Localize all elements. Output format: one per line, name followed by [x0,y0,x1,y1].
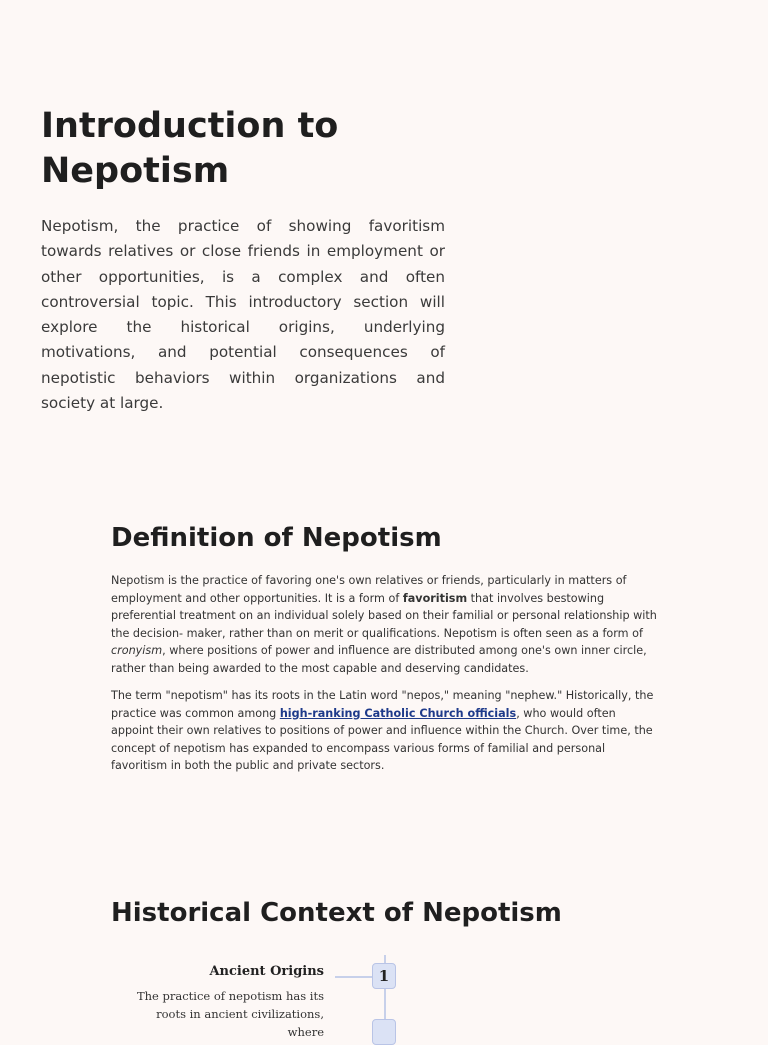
church-officials-link[interactable]: high-ranking Catholic Church officials [279,706,517,720]
timeline-node-2 [372,1019,396,1045]
definition-section [111,520,661,775]
intro-section [41,104,445,416]
definition-text: , where positions of power and influence are distributed among one's own inner circle, rather than being awarded to the most capable and deserving candidates. [111,644,647,675]
intro-body: Nepotism, the practice of showing favoritism towards relatives or close friends in employment or other opportunities, is a complex and often controversial topic. This introductory section will explore the historical origins, underlying motivations, and potential consequences of nepotistic behaviors within organizations and society at large. [41,217,445,413]
definition-text: The term "nepotism" has its roots in the Latin word "nepos," meaning "nephew." Historically, the practice was common among [111,689,654,720]
definition-text: , who would often appoint their own relatives to positions of power and influence within the Church. Over time, the concept of nepotism has expanded to encompass various forms of familial and personal favoritism in both the public and private sectors. [111,706,653,772]
intro-title: Introduction to Nepotism [41,106,339,191]
history-section [111,895,671,1039]
history-heading: Historical Context of Nepotism [111,898,562,928]
cronyism-term: cronyism [111,644,163,657]
definition-paragraph-1 [111,572,661,677]
timeline-connector [335,976,373,978]
timeline-item-title: Ancient Origins [209,964,324,979]
timeline-node-1: 1 [372,963,396,989]
timeline-item-text: The practice of nepotism has its roots in ancient civilizations, where [136,989,324,1039]
definition-text: Nepotism is the practice of favoring one's own relatives or friends, particularly in matters of employment and other opportunities. It is a form of [111,574,627,605]
definition-paragraph-2 [111,687,661,775]
definition-text: that involves bestowing preferential treatment on an individual solely based on their familial or personal relationship with the decision- maker, rather than on merit or qualifications. Nepotism is often seen as a form of [111,591,657,640]
timeline [111,955,671,1039]
favoritism-term: favoritism [402,591,468,605]
definition-heading: Definition of Nepotism [111,523,442,553]
